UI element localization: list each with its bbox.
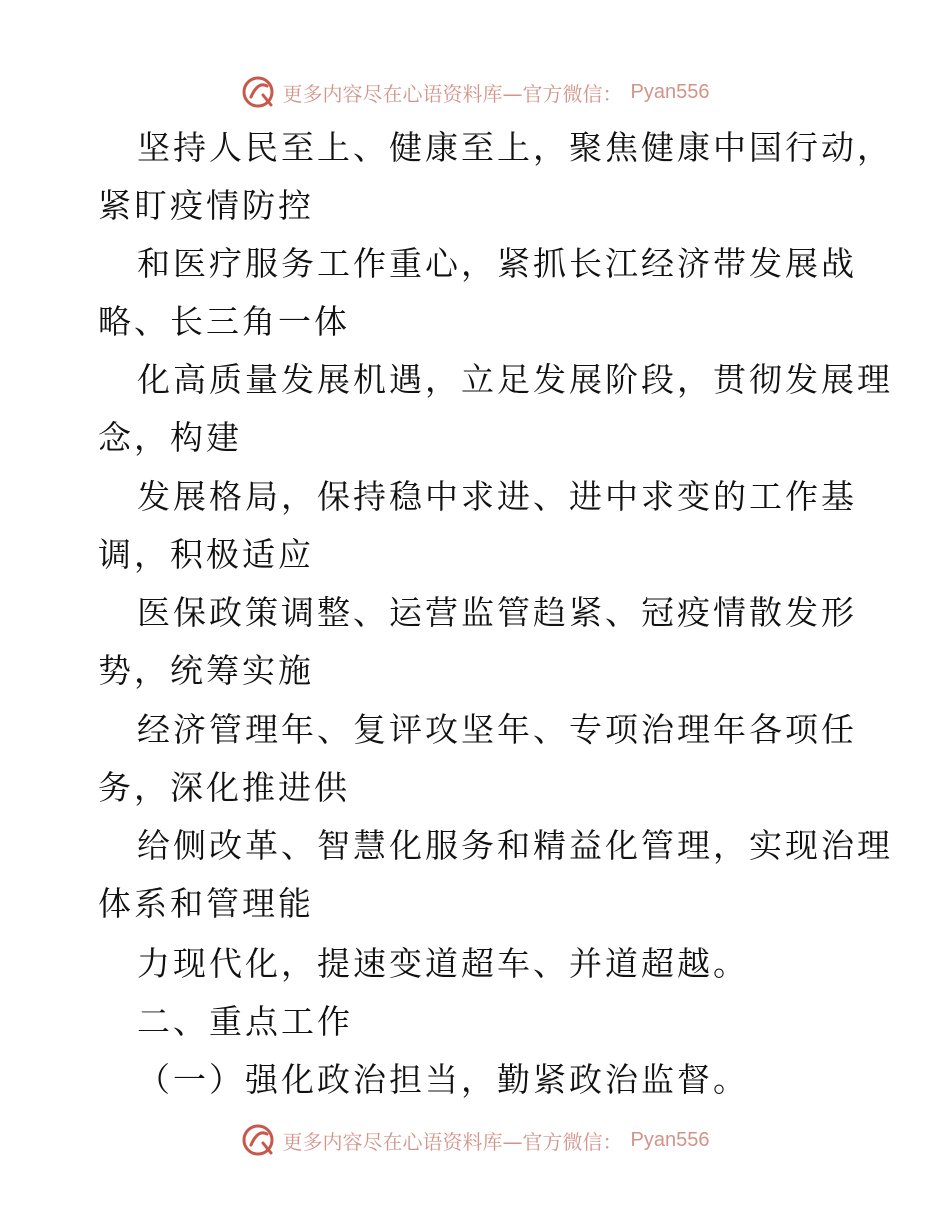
paragraph-line: 和医疗服务工作重心，紧抓长江经济带发展战 (137, 244, 857, 283)
watermark-text: 更多内容尽在心语资料库—官方微信： (282, 1129, 623, 1154)
paragraph-line: 势，统筹实施 (98, 651, 314, 690)
paragraph-line: 紧盯疫情防控 (98, 186, 314, 225)
watermark-text: 更多内容尽在心语资料库—官方微信： (282, 81, 623, 106)
paragraph-line: 力现代化，提速变道超车、并道超越。 (137, 944, 749, 983)
paragraph-line: 务，深化推进供 (98, 768, 350, 807)
paragraph-line: 化高质量发展机遇，立足发展阶段，贯彻发展理 (137, 360, 893, 399)
footer-watermark (0, 1120, 950, 1160)
paragraph-line: 调，积极适应 (98, 535, 314, 574)
paragraph-line: 医保政策调整、运营监管趋紧、冠疫情散发形 (137, 593, 857, 632)
paragraph-line: 经济管理年、复评攻坚年、专项治理年各项任 (137, 710, 857, 749)
section-heading: 二、重点工作 (137, 1002, 353, 1041)
paragraph-line: 给侧改革、智慧化服务和精益化管理，实现治理 (137, 826, 893, 865)
watermark-handle: Pyan556 (630, 80, 710, 103)
paragraph-line: 念，构建 (98, 418, 242, 457)
paragraph-line: 坚持人民至上、健康至上，聚焦健康中国行动， (137, 128, 893, 167)
paragraph-line: 发展格局，保持稳中求进、进中求变的工作基 (137, 477, 857, 516)
paragraph-line: 体系和管理能 (98, 884, 314, 923)
watermark-handle: Pyan556 (630, 1128, 710, 1151)
paragraph-line: 略、长三角一体 (98, 302, 350, 341)
subsection-heading: （一）强化政治担当，勤紧政治监督。 (137, 1060, 749, 1099)
watermark-logo-icon (241, 1123, 275, 1157)
